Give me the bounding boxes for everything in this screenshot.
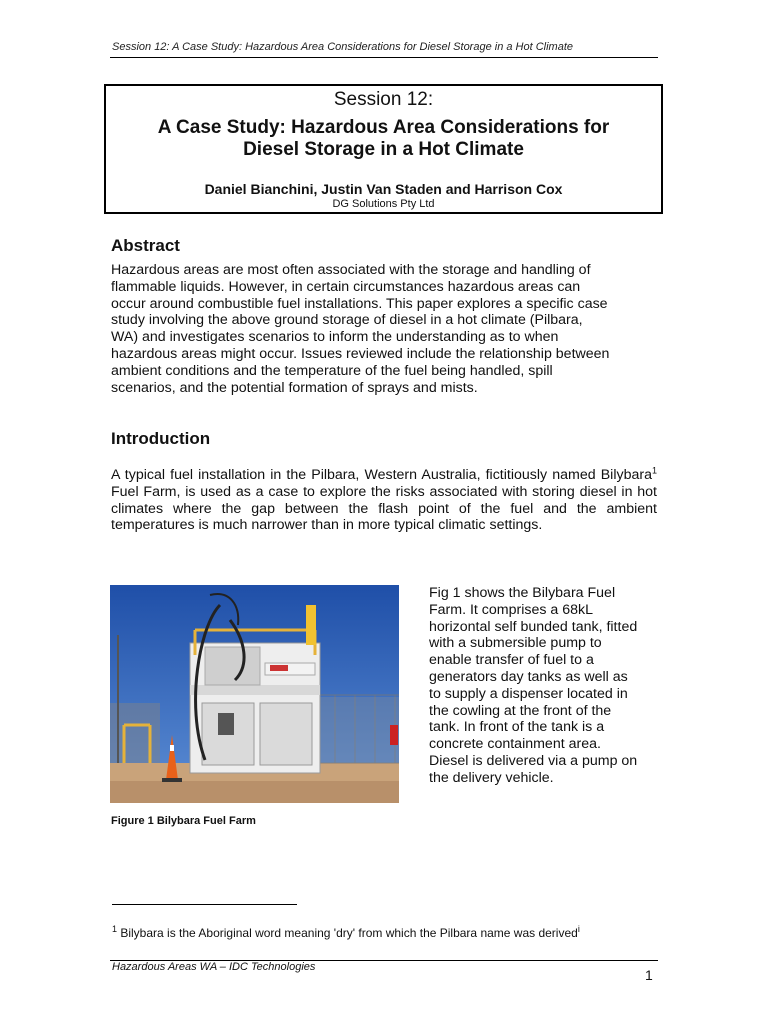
figure-description-line: Fig 1 shows the Bilybara Fuel [429,585,616,601]
figure-description-line: generators day tanks as well as [429,668,628,685]
abstract-line: flammable liquids. However, in certain circumstances hazardous areas can [111,278,581,295]
header-divider [110,57,658,58]
figure-description-line: Diesel is delivered via a pump on [429,752,638,769]
paper-title [136,117,631,161]
abstract-line: ambient conditions and the temperature of the fuel being handled, spill [111,362,553,379]
page-number: 1 [645,967,653,983]
abstract-heading: Abstract [111,236,180,255]
abstract-body [111,262,671,396]
footnote [112,926,580,940]
footnote-divider [112,904,297,905]
abstract-line: scenarios, and the potential formation of sprays and mists. [111,379,478,396]
affiliation: DG Solutions Pty Ltd [332,198,435,210]
session-label: Session 12: [333,89,434,110]
abstract-line: hazardous areas might occur. Issues reviewed include the relationship between [111,345,610,362]
figure-description-line: to supply a dispenser located in [429,685,628,702]
paper-title-line2: Diesel Storage in a Hot Climate [243,139,524,160]
paper-title-line1: A Case Study: Hazardous Area Considerations for [157,117,610,138]
footnote-reference[interactable]: 1 [651,465,657,476]
abstract-line: Hazardous areas are most often associated with the storage and handling of [111,262,591,278]
endnote-mark[interactable]: i [577,924,580,934]
figure-description-line: horizontal self bunded tank, fitted [429,618,638,635]
footnote-number: 1 [112,924,118,934]
abstract-line: occur around combustible fuel installations. This paper explores a specific case [111,295,608,312]
authors: Daniel Bianchini, Justin Van Staden and Harrison Cox [204,181,563,197]
figure-description-line: with a submersible pump to [429,635,602,652]
footnote-text: Bilybara is the Aboriginal word meaning 'dry' from which the Pilbara name was derived [117,926,578,940]
abstract-line: study involving the above ground storage of diesel in a hot climate (Pilbara, [111,312,583,329]
running-header: Session 12: A Case Study: Hazardous Area Considerations for Diesel Storage in a Hot Climate [112,41,574,53]
figure-caption: Figure 1 Bilybara Fuel Farm [111,815,256,827]
abstract-line: WA) and investigates scenarios to inform the understanding as to when [111,329,559,346]
figure-description-line: tank. In front of the tank is a [429,719,605,736]
figure-description-line: enable transfer of fuel to a [429,652,594,669]
figure-description-line: the cowling at the front of the [429,702,612,719]
title-box [104,84,663,214]
figure-description-line: Farm. It comprises a 68kL [429,601,593,618]
figure-description [429,585,669,787]
introduction-heading: Introduction [111,429,211,448]
introduction-text-part2: Fuel Farm, is used as a case to explore the risks associated with storing diesel in hot climates where the gap between the flash point of the fuel and the ambient temperatures is much narrower than in more typical climatic settings. [111,483,657,534]
fuel-farm-photo [110,585,399,803]
introduction-body [111,467,657,534]
introduction-text-part1: A typical fuel installation in the Pilbara, Western Australia, fictitiously named Bilybara [111,467,652,483]
figure-description-line: concrete containment area. [429,736,601,753]
footer-text: Hazardous Areas WA – IDC Technologies [112,961,316,973]
figure-description-line: the delivery vehicle. [429,769,554,786]
